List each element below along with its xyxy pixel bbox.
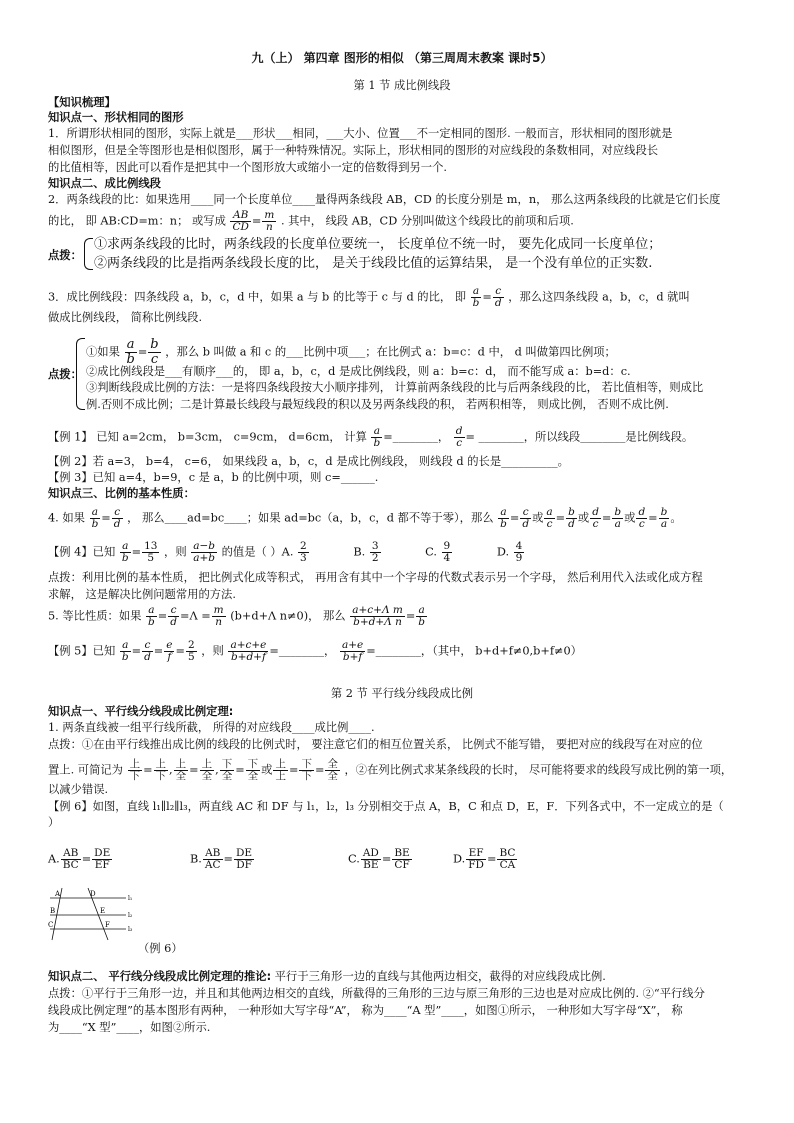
svg-text:E: E [100, 907, 106, 915]
svg-text:l₂: l₂ [128, 912, 133, 919]
kp1-line1: 1．所谓形状相同的图形，实际上就是___形状___相同，___大小、位置___不一定相同的图形. 一般而言，形状相同的图形就是 [48, 127, 673, 140]
p2-line2: 点拨：①在由平行线推出成比例的线段的比例式时， 要注意它们的相互位置关系， 比例式不能写错， 要把对应的线段写在对应的位 [48, 738, 703, 751]
tip-3: ①如果 $\frac{a}{b}$ = $\frac{b}{c}$ ，那么 b 叫做 a 和 c 的___比例中项___；在比例式 a：b=c：d 中， d 叫做第四比例项； [86, 337, 616, 367]
kp5-line: 5. 等比性质：如果 $\frac{a}{b}$ = $\frac{c}{d}$ =Λ = $\frac{m}{n}$ (b+d+Λ n≠0)， 那么 $\frac{\text{a+c+Λ m}}{\text{b+d+Λ n}}$ = $\frac{a}{b}$ [48, 604, 426, 628]
brace-2 [76, 338, 85, 410]
p2-kp2-line: 知识点二、 平行线分线段成比例定理的推论: 平行于三角形一边的直线与其他两边相交，截得的对应线段成比例. [48, 970, 606, 983]
document-title: 九（上） 第四章 图形的相似 （第三周周末教案 课时5） [251, 51, 553, 65]
tip-8: 求解， 这是解决比例问题常用的方法. [48, 588, 236, 601]
ex6-option-b: B. $\frac{AB}{AC}$ = $\frac{DE}{DF}$ [190, 847, 253, 871]
p2-tip-2: 线段成比例定理”的基本图形有两种， 一种形如大写字母“A”， 称为____“A 型”____，如图①所示， 一种形如大写字母“X”， 称 [48, 1004, 683, 1017]
tip-1: ①求两条线段的比时，两条线段的长度单位要统一， 长度单位不统一时， 要先化成同一长度单位； [94, 237, 662, 252]
svg-text:l₃: l₃ [128, 926, 133, 933]
tip-4: ②成比例线段是___有顺序___的， 即 a，b，c，d 是成比例线段，则 a：b=c：d， 而不能写成 a：b=d：c. [86, 365, 631, 378]
p2-tip-1: 点拨：①平行于三角形一边，并且和其他两边相交的直线，所截得的三角形的三边与原三角形的三边也是对应成比例的. ②“平行线分 [48, 987, 705, 1000]
example-5: 【例 5】已知 $\frac{a}{b}$ = $\frac{c}{d}$ = $\frac{e}{f}$ = $\frac{2}{5}$ ，则 $\frac{a+c+e}{b+d+f}$ =________， $\frac{a+e}{b+f}$ =________，（其中， b+d+f≠0,b+f≠0） [48, 639, 582, 663]
figure-caption: （例 6） [138, 942, 183, 955]
kp2-line1: 2．两条线段的比：如果选用____同一个长度单位____量得两条线段 AB，CD 的长度分别是 m，n， 那么这两条线段的比就是它们长度 [48, 193, 721, 206]
kp4-line: 4. 如果 $\frac{a}{b}$ = $\frac{c}{d}$ ， 那么____ad=bc____；如果 ad=bc（a，b，c，d 都不等于零），那么 $\frac{a}{b}$ = $\frac{c}{d}$ 或 $\frac{a}{c}$ = $\frac{b}{d}$ 或 $\frac{d}{c}$ = $\frac{b}{a}$ 或 $\frac{d}{c}$ = $\frac{b}{a}$ 。 [48, 506, 682, 530]
kp3-line2: 做成比例线段， 简称比例线段. [48, 311, 203, 324]
svg-text:F: F [105, 921, 110, 929]
kp2-title: 知识点二、成比例线段 [48, 177, 161, 190]
p2-line4: 以减少错误. [48, 783, 109, 796]
section-2-title: 第 2 节 平行线分线段成比例 [330, 687, 474, 700]
dianbo-label: 点拨： [48, 249, 82, 262]
p2-tip-3: 为____“X 型”____，如图②所示. [48, 1021, 211, 1034]
p2-line3: 置上. 可简记为 上 下 = 上 下 , 上 全 = 上 全 , 下 全 = 下 全 或 上 上 = 下 下 = 全 全 ，②在列比例式求某条线段的长时， 尽可能将要求的线段写成比例的第一项， [48, 758, 733, 782]
dianbo-label-2: 点拨： [48, 368, 82, 381]
kp1-line2: 相似图形，但是全等图形也是相似图形，属于一种特殊情况。实际上，形状相同的图形的对应线段的条数相同，对应线段长 [48, 144, 659, 157]
ex6-option-a: A. $\frac{AB}{BC}$ = $\frac{DE}{EF}$ [48, 847, 111, 871]
example-3: 【例 3】已知 a=4，b=9，c 是 a，b 的比例中项，则 c=______. [48, 471, 379, 484]
tip-5: ③判断线段成比例的方法：一是将四条线段按大小顺序排列， 计算前两条线段的比与后两条线段的比， 若比值相等，则成比 [86, 381, 704, 394]
example-4: 【例 4】已知 $\frac{a}{b}$ = $\frac{13}{5}$ ，则 $\frac{a-b}{a+b}$ 的值是（ ）A. $\frac{2}{3}$ B. $\frac{3}{2}$ C. $\frac{9}{4}$ D. $\frac{4}{9}$ [48, 540, 523, 564]
p2-kp1-title: 知识点一、平行线分线段成比例定理: [48, 705, 234, 718]
ex6-option-c: C. $\frac{AD}{BE}$ = $\frac{BE}{CF}$ [348, 847, 410, 871]
example-6-end: ） [48, 816, 60, 829]
kp3-line1: 3．成比例线段：四条线段 a，b，c，d 中，如果 a 与 b 的比等于 c 与 d 的比， 即 $\frac{a}{b}$ = $\frac{c}{d}$ ，那么这四条线段 a，b，c，d 就叫 [48, 285, 690, 309]
ratio-fraction: $\frac{AB}{CD}$ [232, 209, 249, 233]
tip-2: ②两条线段的比是指两条线段长度的比， 是关于线段比值的运算结果， 是一个没有单位的正实数. [94, 256, 653, 271]
svg-text:A: A [55, 890, 61, 898]
kp2-line2: 的比， 即 AB:CD=m：n； 或写成 $\frac{AB}{CD}$ = $\frac{m}{n}$ . 其中， 线段 AB，CD 分别叫做这个线段比的前项和后项. [48, 209, 574, 233]
ex6-option-d: D. $\frac{EF}{FD}$ = $\frac{BC}{CA}$ [453, 847, 516, 871]
svg-text:C: C [48, 921, 54, 929]
kp3-title: 知识点三、比例的基本性质： [48, 487, 195, 500]
brace [84, 238, 93, 270]
example-1: 【例 1】 已知 a=2cm， b=3cm， c=9cm， d=6cm， 计算 $\frac{a}{b}$ =________， $\frac{d}{c}$ = ________，所以线段________是比例线段。 [48, 425, 694, 449]
section-1-title: 第 1 节 成比例线段 [353, 79, 451, 92]
svg-text:B: B [50, 907, 56, 915]
svg-text:l₁: l₁ [128, 895, 133, 902]
svg-text:D: D [90, 890, 96, 898]
p2-line1: 1. 两条直线被一组平行线所截， 所得的对应线段____成比例____. [48, 721, 375, 734]
example-6: 【例 6】如图，直线 l₁∥l₂∥l₃，两直线 AC 和 DF 与 l₁，l₂，l₃ 分别相交于点 A，B，C 和点 D，E，F．下列各式中，不一定成立的是（ [48, 800, 724, 813]
kp1-title: 知识点一、形状相同的图形 [48, 111, 184, 124]
tip-7: 点拨：利用比例的基本性质， 把比例式化成等积式， 再用含有其中一个字母的代数式表示另一个字母， 然后利用代入法或化成方程 [48, 571, 703, 584]
tip-6: 例.否则不成比例；二是计算最长线段与最短线段的积以及另两条线段的积， 若两积相等， 则成比例， 否则不成比例. [86, 398, 669, 411]
parallel-lines-figure [48, 884, 168, 948]
example-2: 【例 2】若 a=3， b=4， c=6， 如果线段 a，b，c，d 是成比例线段， 则线段 d 的长是__________。 [48, 455, 569, 468]
kp1-line3: 的比值相等，因此可以看作是把其中一个图形放大或缩小一定的倍数得到另一个. [48, 161, 447, 174]
knowledge-heading: 【知识梳理】 [48, 96, 116, 109]
